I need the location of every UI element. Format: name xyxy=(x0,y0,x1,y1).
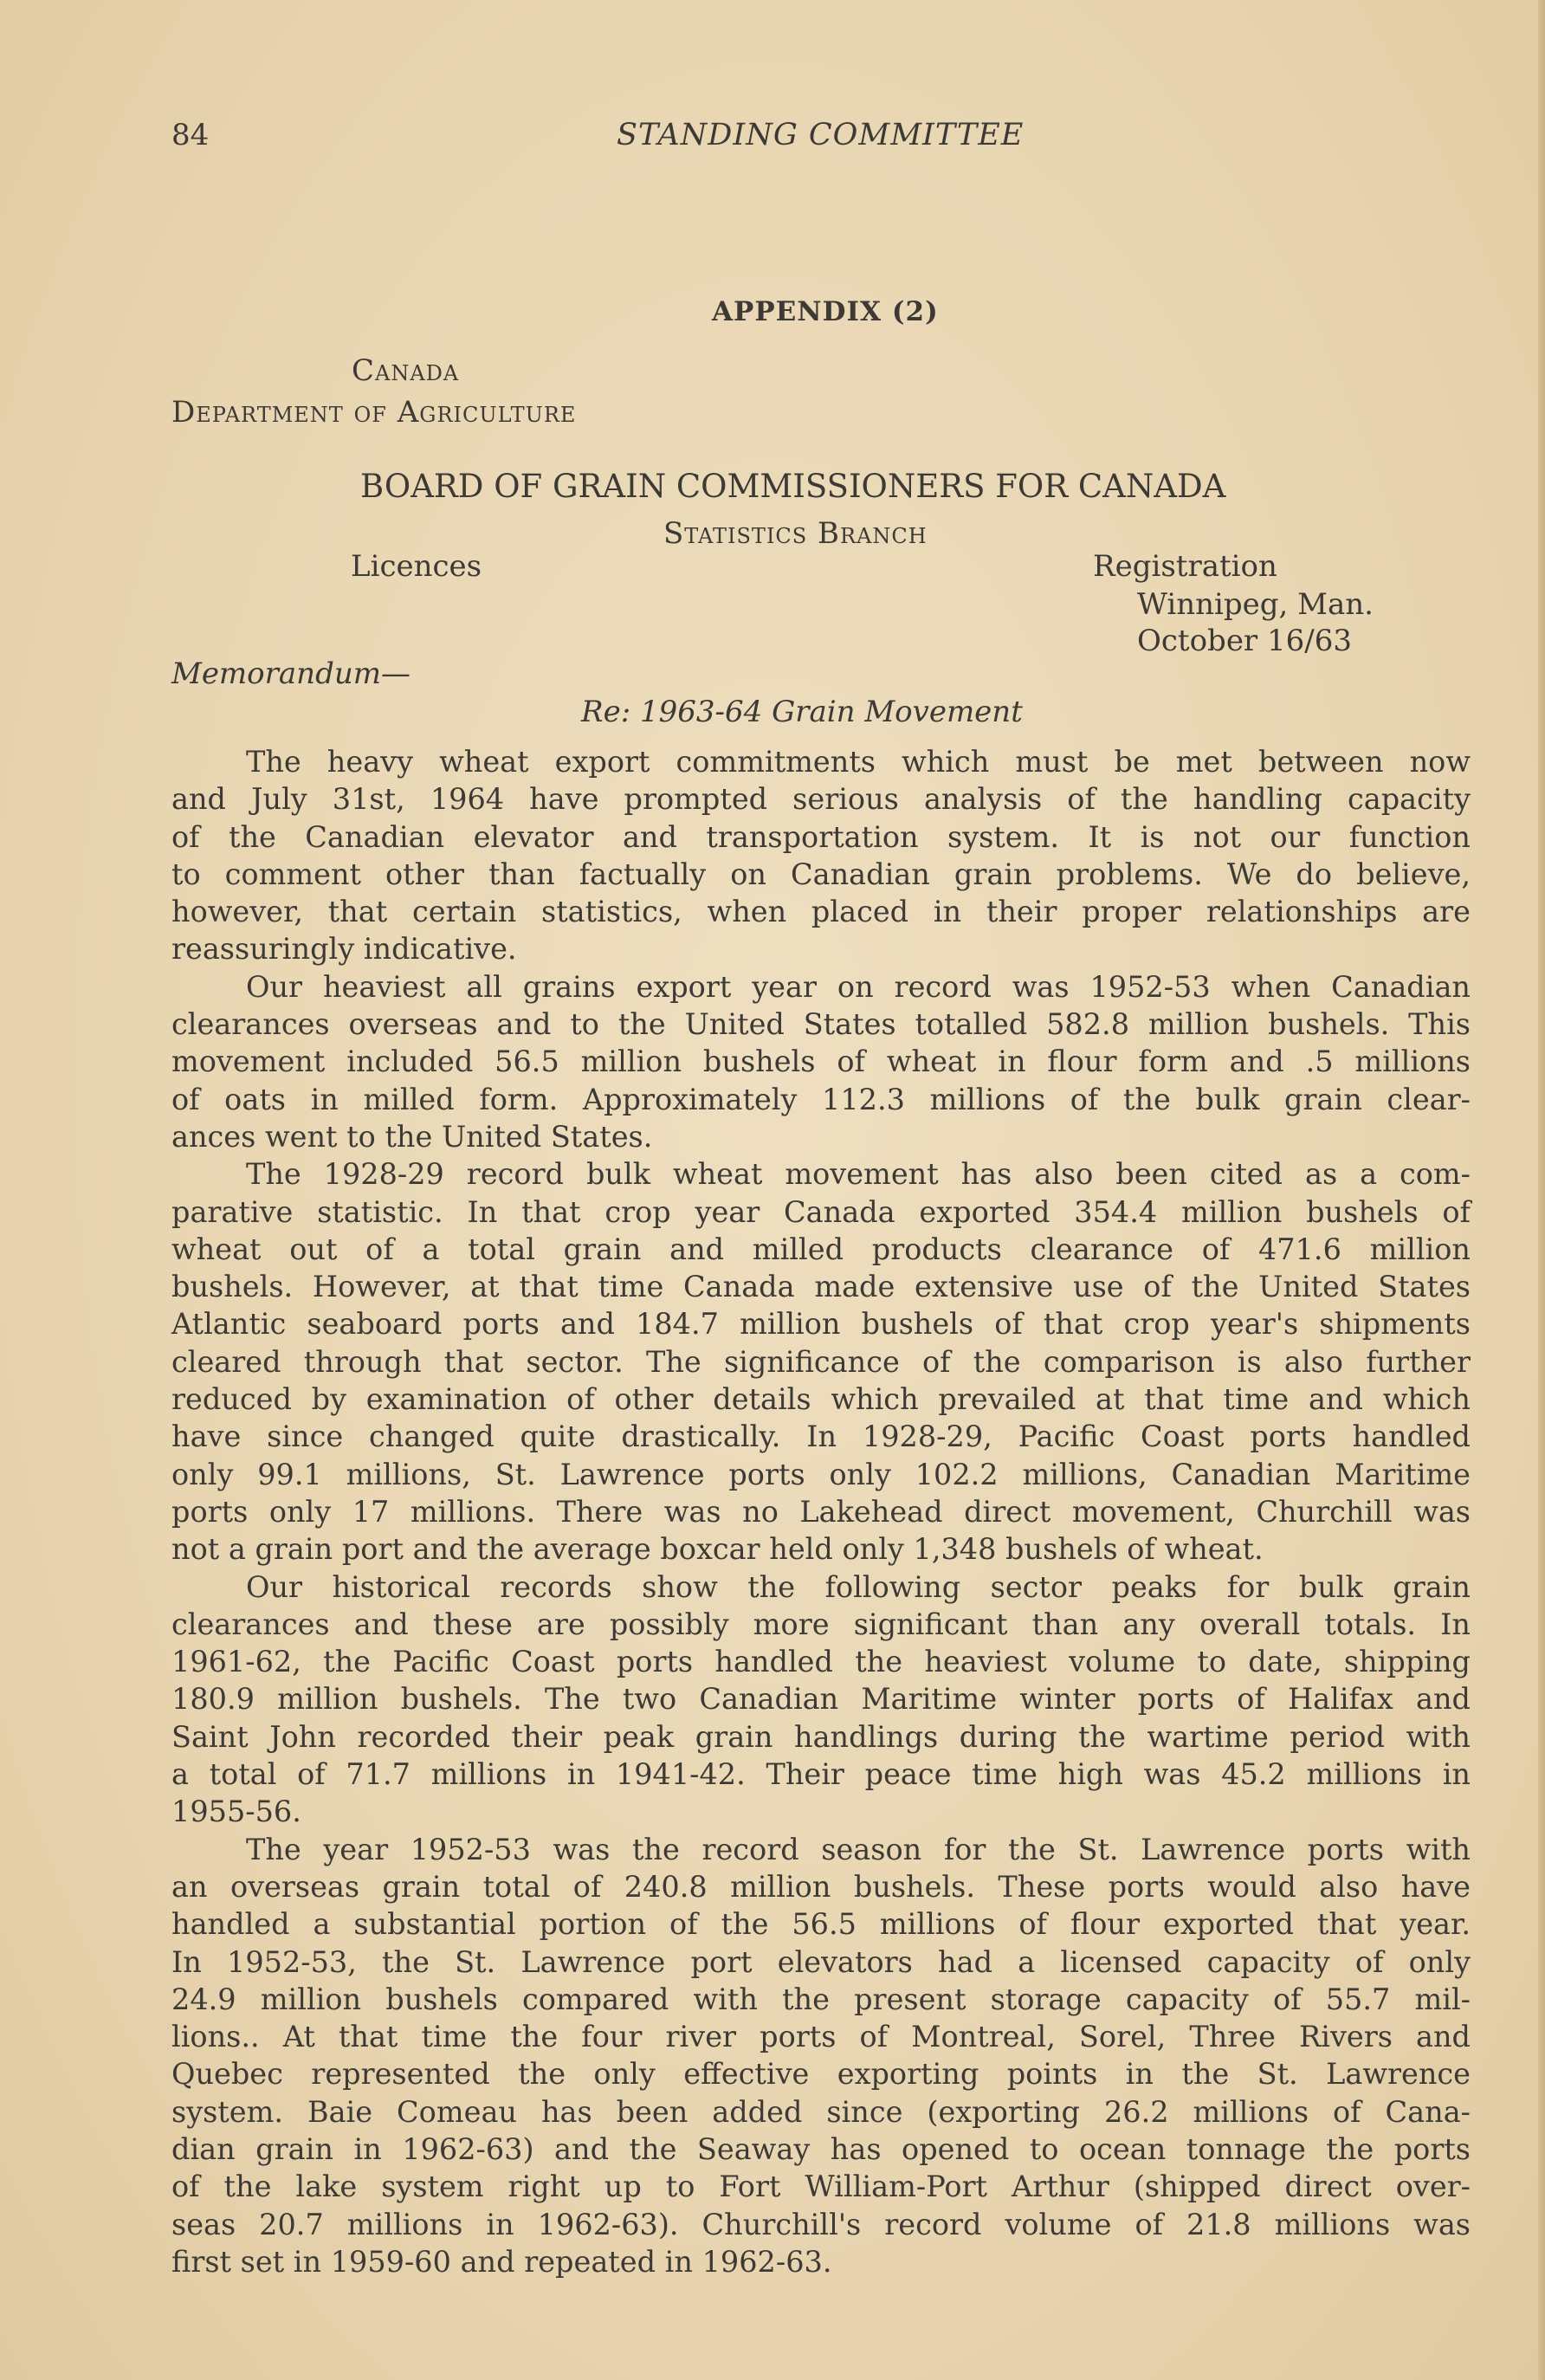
body-line: bushels. However, at that time Canada made extensive use of the United States xyxy=(171,1270,1471,1304)
letterhead-registration: Registration xyxy=(1093,549,1277,584)
body-line: Saint John recorded their peak grain handlings during the wartime period with xyxy=(171,1719,1471,1754)
page-edge xyxy=(1538,0,1545,2380)
body-line: movement included 56.5 million bushels of wheat in flour form and .5 millions xyxy=(171,1044,1471,1079)
letterhead-date: October 16/63 xyxy=(1137,624,1352,658)
body-line: The heavy wheat export commitments which must be met between now xyxy=(246,745,1471,779)
body-line: dian grain in 1962-63) and the Seaway has opened to ocean tonnage the ports xyxy=(171,2131,1471,2166)
body-line: 1955-56. xyxy=(171,1795,301,1829)
body-line: seas 20.7 millions in 1962-63). Churchill's record volume of 21.8 millions was xyxy=(171,2207,1471,2241)
letterhead-licences: Licences xyxy=(351,549,482,584)
body-line: 180.9 million bushels. The two Canadian Maritime winter ports of Halifax and xyxy=(171,1682,1471,1717)
letterhead-country: Canada xyxy=(352,353,460,388)
body-line: The 1928-29 record bulk wheat movement has also been cited as a com- xyxy=(246,1157,1471,1192)
body-line: parative statistic. In that crop year Canada exported 354.4 million bushels of xyxy=(171,1194,1471,1229)
body-line: The year 1952-53 was the record season for the St. Lawrence ports with xyxy=(246,1832,1471,1866)
body-line: Our heaviest all grains export year on record was 1952-53 when Canadian xyxy=(246,969,1471,1004)
body-line: cleared through that sector. The significance of the comparison is also further xyxy=(171,1344,1471,1379)
body-line: system. Baie Comeau has been added since (exporting 26.2 millions of Cana- xyxy=(171,2094,1471,2129)
body-line: and July 31st, 1964 have prompted serious analysis of the handling capacity xyxy=(171,782,1471,817)
body-line: Atlantic seaboard ports and 184.7 million bushels of that crop year's shipments xyxy=(171,1307,1471,1342)
appendix-title: APPENDIX (2) xyxy=(712,296,939,327)
body-line: an overseas grain total of 240.8 million bushels. These ports would also have xyxy=(171,1869,1471,1904)
body-line: wheat out of a total grain and milled products clearance of 471.6 million xyxy=(171,1232,1471,1266)
running-title: STANDING COMMITTEE xyxy=(617,118,1025,152)
body-line: clearances and these are possibly more significant than any overall totals. In xyxy=(171,1607,1471,1641)
body-line: only 99.1 millions, St. Lawrence ports only 102.2 millions, Canadian Maritime xyxy=(171,1457,1471,1491)
body-line: of the Canadian elevator and transportation system. It is not our function xyxy=(171,819,1471,854)
body-line: to comment other than factually on Canadian grain problems. We do believe, xyxy=(171,857,1471,891)
body-line: handled a substantial portion of the 56.5 millions of flour exported that year. xyxy=(171,1907,1471,1942)
letterhead-branch: Statistics Branch xyxy=(663,516,928,551)
letterhead-city: Winnipeg, Man. xyxy=(1137,587,1374,622)
body-line: a total of 71.7 millions in 1941-42. Their peace time high was 45.2 millions in xyxy=(171,1757,1471,1792)
body-line: Our historical records show the following sector peaks for bulk grain xyxy=(246,1569,1471,1604)
body-line: clearances overseas and to the United States totalled 582.8 million bushels. This xyxy=(171,1007,1471,1042)
body-line: ports only 17 millions. There was no Lakehead direct movement, Churchill was xyxy=(171,1494,1471,1529)
body-line: of the lake system right up to Fort William-Port Arthur (shipped direct over- xyxy=(171,2170,1471,2204)
body-line: of oats in milled form. Approximately 112.3 millions of the bulk grain clear- xyxy=(171,1082,1471,1116)
body-line: first set in 1959-60 and repeated in 1962-63. xyxy=(171,2244,832,2279)
body-line: Quebec represented the only effective exporting points in the St. Lawrence xyxy=(171,2057,1471,2092)
body-line: not a grain port and the average boxcar held only 1,348 bushels of wheat. xyxy=(171,1532,1264,1567)
body-line: reassuringly indicative. xyxy=(171,932,517,967)
body-line: lions.. At that time the four river ports of Montreal, Sorel, Three Rivers and xyxy=(171,2020,1471,2054)
body-line: however, that certain statistics, when placed in their proper relationships are xyxy=(171,895,1471,929)
letterhead-department: Department of Agriculture xyxy=(171,395,577,430)
body-line: 1961-62, the Pacific Coast ports handled the heaviest volume to date, shipping xyxy=(171,1645,1471,1679)
body-line: 24.9 million bushels compared with the present storage capacity of 55.7 mil- xyxy=(171,1982,1471,2016)
page-number: 84 xyxy=(171,118,210,152)
memo-label: Memorandum— xyxy=(171,656,410,691)
letterhead-board: BOARD OF GRAIN COMMISSIONERS FOR CANADA xyxy=(360,468,1226,505)
body-line: ances went to the United States. xyxy=(171,1119,653,1154)
memo-body xyxy=(171,743,1471,2280)
body-line: have since changed quite drastically. In 1928-29, Pacific Coast ports handled xyxy=(171,1420,1471,1454)
body-line: reduced by examination of other details which prevailed at that time and which xyxy=(171,1382,1471,1417)
body-line: In 1952-53, the St. Lawrence port elevators had a licensed capacity of only xyxy=(171,1944,1471,1979)
memo-subject: Re: 1963-64 Grain Movement xyxy=(581,695,1023,729)
